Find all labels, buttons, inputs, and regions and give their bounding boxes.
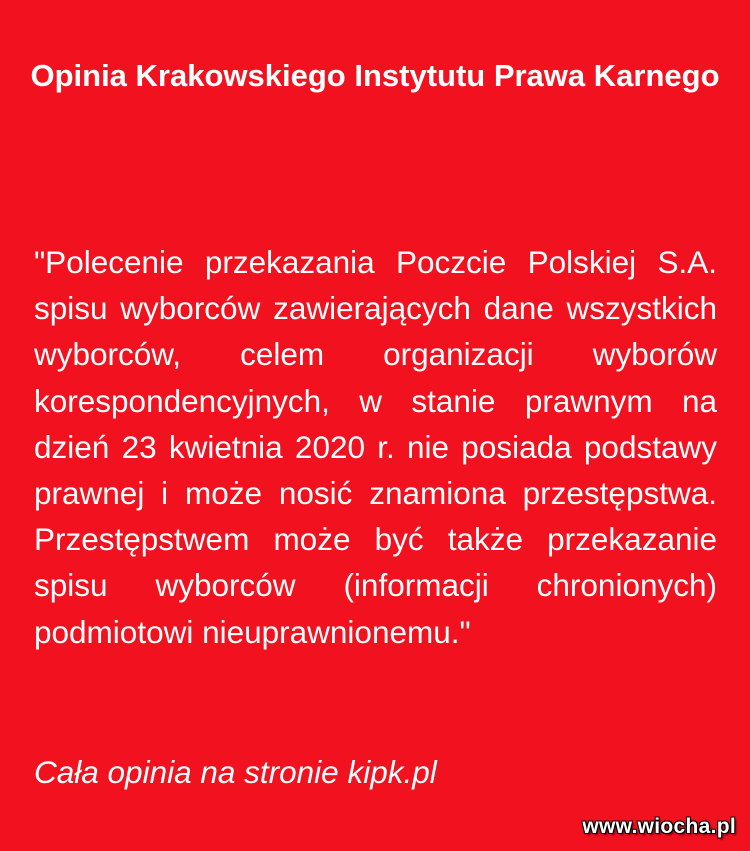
source-note: Cała opinia na stronie kipk.pl <box>34 754 437 790</box>
page-title: Opinia Krakowskiego Instytutu Prawa Karnego <box>30 58 720 93</box>
watermark-logo: www.wiocha.pl <box>582 815 736 838</box>
opinion-quote: "Polecenie przekazania Poczcie Polskiej S.A. spisu wyborców zawierających dane wszystkich wyborców, celem organizacji wyborów korespondencyjnych, w stanie prawnym na dzień 23 kwietnia 2020 r. nie posiada podstawy prawnej i może nosić znamiona przestępstwa. Przestępstwem może być także przekazanie spisu wyborców (informacji chronionych) podmiotowi nieuprawnionemu." <box>34 244 717 650</box>
